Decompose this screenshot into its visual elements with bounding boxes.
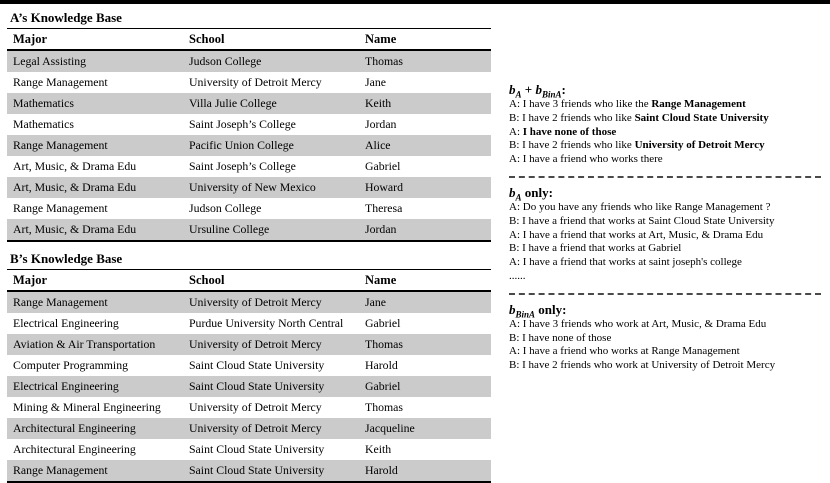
column-header-school: School [183, 29, 359, 51]
table-row [7, 418, 491, 439]
dialogue-block-ba-plus-bbina [509, 83, 826, 167]
major-cell: Aviation & Air Transportation [13, 337, 156, 351]
major-cell: Range Management [13, 463, 108, 477]
knowledge-base-column [0, 4, 500, 483]
school-cell: Saint Joseph’s College [189, 159, 296, 173]
major-cell: Legal Assisting [13, 54, 87, 68]
school-cell: University of Detroit Mercy [189, 75, 322, 89]
major-cell: Art, Music, & Drama Edu [13, 180, 137, 194]
major-cell: Architectural Engineering [13, 442, 136, 456]
name-cell: Alice [365, 138, 391, 152]
school-cell: Pacific Union College [189, 138, 294, 152]
school-cell: Purdue University North Central [189, 316, 344, 330]
dialogue-line: B: I have none of those [509, 331, 612, 344]
column-header-name: Name [359, 270, 491, 292]
school-cell: University of Detroit Mercy [189, 421, 322, 435]
name-cell: Jacqueline [365, 421, 415, 435]
table-a-body [7, 50, 491, 241]
table-row [7, 198, 491, 219]
table-row [7, 439, 491, 460]
column-header-major: Major [7, 270, 183, 292]
table-row [7, 72, 491, 93]
name-cell: Jane [365, 295, 386, 309]
school-cell: Ursuline College [189, 222, 270, 236]
school-cell: Judson College [189, 54, 262, 68]
name-cell: Gabriel [365, 379, 401, 393]
name-cell: Jordan [365, 222, 397, 236]
table-row [7, 376, 491, 397]
school-cell: University of Detroit Mercy [189, 337, 322, 351]
school-cell: Villa Julie College [189, 96, 277, 110]
major-cell: Art, Music, & Drama Edu [13, 222, 137, 236]
knowledge-base-a [7, 7, 500, 242]
dialogue-block-label: $b_A$ only: [509, 184, 553, 203]
dashed-separator [509, 293, 821, 295]
table-row [7, 334, 491, 355]
school-cell: University of Detroit Mercy [189, 400, 322, 414]
dialogue-line: A: I have a friend who works there [509, 153, 663, 166]
dialogue-line: B: I have 2 friends who work at University of Detroit Mercy [509, 359, 776, 372]
table-b [7, 269, 491, 483]
dialogue-line: B: I have 2 friends who like Saint Cloud State University [509, 111, 769, 124]
major-cell: Mathematics [13, 96, 74, 110]
school-cell: University of Detroit Mercy [189, 295, 322, 309]
name-cell: Gabriel [365, 159, 401, 173]
major-cell: Computer Programming [13, 358, 129, 372]
dialogue-line: B: I have a friend that works at Gabriel [509, 242, 682, 255]
table-a-title: A’s Knowledge Base [10, 10, 122, 25]
figure-content [0, 4, 830, 483]
name-cell: Gabriel [365, 316, 401, 330]
table-row [7, 50, 491, 72]
major-cell: Architectural Engineering [13, 421, 136, 435]
table-row [7, 156, 491, 177]
table-row [7, 460, 491, 482]
major-cell: Range Management [13, 138, 108, 152]
table-row [7, 135, 491, 156]
table-row [7, 291, 491, 313]
dialogue-column [500, 4, 830, 483]
table-b-header-row [7, 270, 491, 292]
dialogue-line: A: I have none of those [509, 125, 617, 138]
dashed-separator [509, 176, 821, 178]
major-cell: Electrical Engineering [13, 316, 119, 330]
name-cell: Theresa [365, 201, 403, 215]
table-row [7, 177, 491, 198]
name-cell: Jane [365, 75, 386, 89]
dialogue-line: A: I have 3 friends who work at Art, Music, & Drama Edu [509, 317, 767, 330]
major-cell: Mining & Mineral Engineering [13, 400, 161, 414]
major-cell: Electrical Engineering [13, 379, 119, 393]
school-cell: Judson College [189, 201, 262, 215]
table-a [7, 28, 491, 242]
major-cell: Range Management [13, 295, 108, 309]
name-cell: Jordan [365, 117, 397, 131]
table-row [7, 93, 491, 114]
name-cell: Howard [365, 180, 404, 194]
major-cell: Art, Music, & Drama Edu [13, 159, 137, 173]
name-cell: Harold [365, 358, 398, 372]
name-cell: Keith [365, 442, 392, 456]
name-cell: Thomas [365, 54, 404, 68]
dialogue-block-bbina-only [509, 303, 826, 373]
column-header-school: School [183, 270, 359, 292]
dialogue-line: A: I have a friend that works at Art, Music, & Drama Edu [509, 228, 764, 241]
major-cell: Range Management [13, 201, 108, 215]
table-b-title: B’s Knowledge Base [10, 251, 123, 266]
major-cell: Range Management [13, 75, 108, 89]
dialogue-block-label: $b_{BinA}$ only: [509, 301, 567, 320]
table-row [7, 114, 491, 135]
dialogue-line: A: I have a friend that works at saint joseph's college [509, 256, 742, 269]
column-header-major: Major [7, 29, 183, 51]
school-cell: University of New Mexico [189, 180, 316, 194]
table-row [7, 219, 491, 241]
column-header-name: Name [359, 29, 491, 51]
dialogue-line: A: I have a friend who works at Range Management [509, 345, 740, 358]
school-cell: Saint Cloud State University [189, 379, 325, 393]
dialogue-line: B: I have a friend that works at Saint Cloud State University [509, 214, 775, 227]
dialogue-block-label: $b_A + b_{BinA}$: [509, 82, 566, 100]
name-cell: Thomas [365, 337, 404, 351]
dialogue-block-ba-only [509, 186, 826, 284]
dialogue-line: A: Do you have any friends who like Range Management ? [509, 200, 771, 213]
table-row [7, 313, 491, 334]
name-cell: Keith [365, 96, 392, 110]
major-cell: Mathematics [13, 117, 74, 131]
school-cell: Saint Cloud State University [189, 463, 325, 477]
table-row [7, 355, 491, 376]
name-cell: Thomas [365, 400, 404, 414]
dialogue-line: ...... [509, 269, 526, 282]
dialogue-line: A: I have 3 friends who like the Range Management [509, 98, 746, 110]
table-a-header-row [7, 29, 491, 51]
school-cell: Saint Joseph’s College [189, 117, 296, 131]
table-b-body [7, 291, 491, 482]
school-cell: Saint Cloud State University [189, 442, 325, 456]
dialogue-line: B: I have 2 friends who like University of Detroit Mercy [509, 139, 765, 152]
knowledge-base-b [7, 248, 500, 483]
name-cell: Harold [365, 463, 398, 477]
school-cell: Saint Cloud State University [189, 358, 325, 372]
table-row [7, 397, 491, 418]
